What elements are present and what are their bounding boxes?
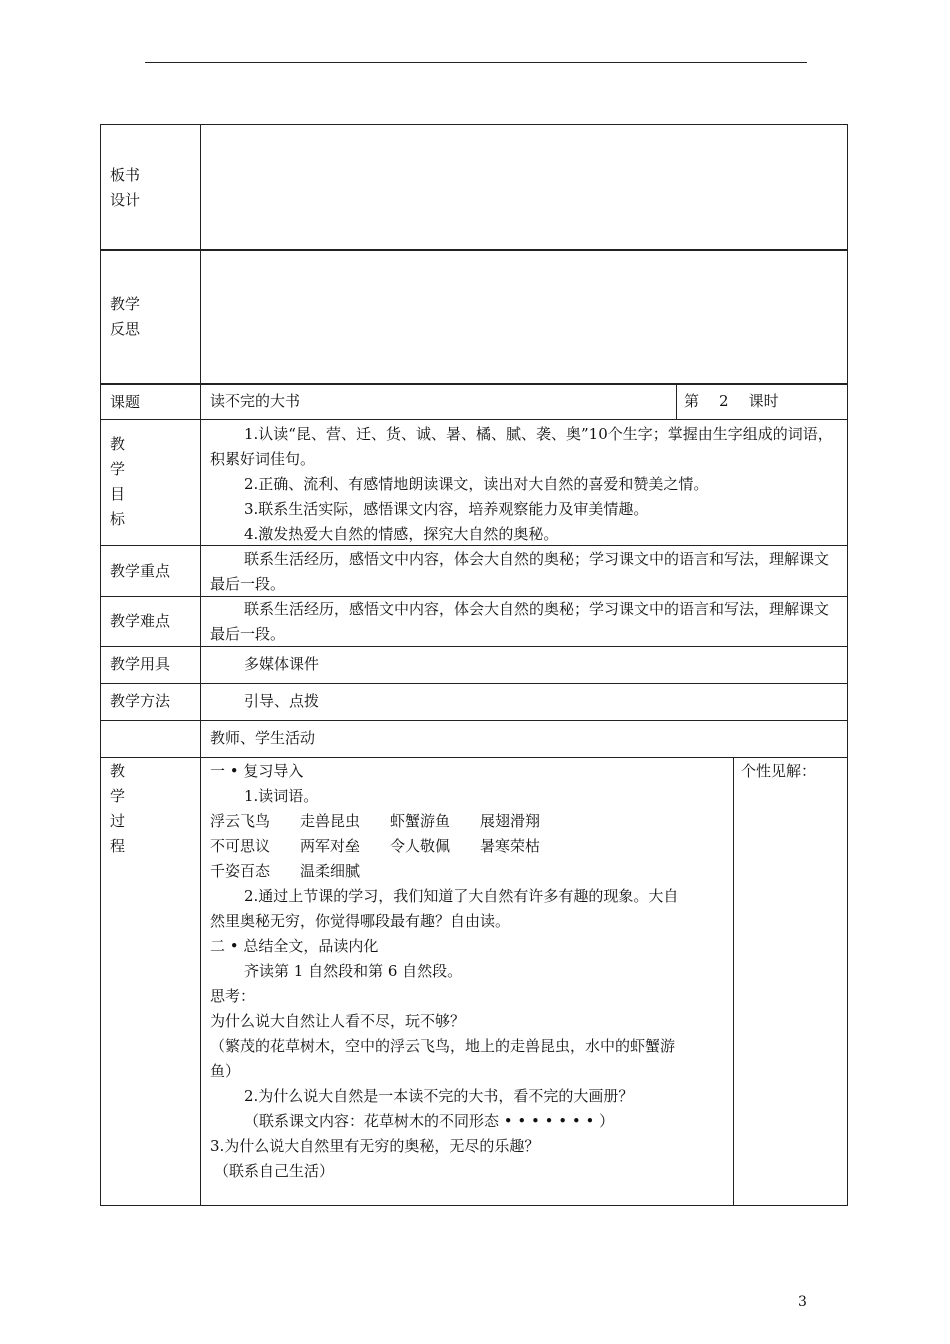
row-divider (100, 720, 848, 721)
topic-title: 读不完的大书 (210, 392, 301, 410)
process-line: 千姿百态 温柔细腻 (210, 862, 361, 880)
process-label-char: 程 (110, 837, 126, 855)
process-content (210, 759, 730, 1184)
label-column-divider (200, 124, 201, 1205)
table-border-right (847, 124, 848, 1205)
tools-text: 多媒体课件 (244, 655, 320, 673)
key-points-text: 联系生活经历，感悟文中内容，体会大自然的奥秘；学习课文中的语言和写法，理解课文最后一段。 (210, 550, 830, 593)
objectives-list (210, 422, 840, 547)
table-border-bottom (100, 1205, 848, 1206)
tools-label: 教学用具 (110, 655, 171, 673)
process-line: 思考： (210, 987, 256, 1005)
process-label-char: 过 (110, 812, 126, 830)
table-border-top (100, 124, 848, 125)
row-divider (100, 249, 848, 251)
topic-label: 课题 (110, 393, 141, 411)
row-divider (100, 757, 848, 758)
board-design-label (110, 163, 140, 213)
process-line: （联系自己生活） (214, 1162, 335, 1180)
process-line: （繁茂的花草树木，空中的浮云飞鸟，地上的走兽昆虫，水中的虾蟹游 (210, 1037, 676, 1055)
notes-column-divider (733, 757, 734, 1205)
process-line: 齐读第 1 自然段和第 6 自然段。 (244, 962, 463, 980)
board-design-label-line: 板书 (110, 166, 141, 184)
difficulties-text: 联系生活经历，感悟文中内容，体会大自然的奥秘；学习课文中的语言和写法，理解课文最后一段。 (210, 600, 830, 643)
objectives-label-char: 目 (110, 485, 126, 503)
lesson-number: 2 (719, 392, 729, 410)
lesson-suffix: 课时 (748, 392, 779, 410)
process-label (110, 759, 125, 859)
row-divider (100, 419, 848, 420)
difficulties-label: 教学难点 (110, 612, 171, 630)
row-divider (100, 683, 848, 684)
process-line: 浮云飞鸟 走兽昆虫 虾蟹游鱼 展翅滑翔 (210, 812, 541, 830)
objectives-label (110, 432, 125, 532)
objective-item: 3.联系生活实际，感悟课文内容，培养观察能力及审美情趣。 (244, 500, 649, 518)
personal-insight-label: 个性见解： (741, 762, 817, 780)
activities-header: 教师、学生活动 (210, 729, 316, 747)
objectives-label-char: 学 (110, 460, 126, 478)
reflection-label (110, 292, 140, 342)
objectives-label-char: 教 (110, 435, 126, 453)
process-line: 鱼） (210, 1062, 241, 1080)
process-line: 3.为什么说大自然里有无穷的奥秘，无尽的乐趣？ (210, 1137, 540, 1155)
process-label-char: 教 (110, 762, 126, 780)
process-line: 2.通过上节课的学习，我们知道了大自然有许多有趣的现象。大自 (244, 887, 679, 905)
board-design-label-line: 设计 (110, 191, 141, 209)
methods-text: 引导、点拨 (244, 692, 320, 710)
process-line: 二 • 总结全文，品读内化 (210, 937, 379, 955)
process-line: 1.读词语。 (244, 787, 319, 805)
page-number: 3 (798, 1294, 807, 1310)
process-line: 不可思议 两军对垒 令人敬佩 暑寒荣枯 (210, 837, 541, 855)
process-label-char: 学 (110, 787, 126, 805)
reflection-label-line: 教学 (110, 295, 141, 313)
key-points-label: 教学重点 (110, 562, 171, 580)
process-line: （联系课文内容：花草树木的不同形态 • • • • • • • ） (244, 1112, 615, 1130)
lesson-prefix: 第 (684, 392, 700, 410)
table-border-left (100, 124, 101, 1205)
reflection-label-line: 反思 (110, 320, 141, 338)
objective-item: 2.正确、流利、有感情地朗读课文，读出对大自然的喜爱和赞美之情。 (244, 475, 709, 493)
objective-item: 1.认读“昆、营、迁、货、诚、暑、橘、腻、袭、奥”10个生字；掌握由生字组成的词语，积累好词佳句。 (210, 425, 833, 468)
process-line: 然里奥秘无穷，你觉得哪段最有趣？自由读。 (210, 912, 511, 930)
objective-item: 4.激发热爱大自然的情感，探究大自然的奥秘。 (244, 525, 559, 543)
process-line: 为什么说大自然让人看不尽，玩不够？ (210, 1012, 466, 1030)
process-line: 2.为什么说大自然是一本读不完的大书，看不完的大画册？ (244, 1087, 634, 1105)
objectives-label-char: 标 (110, 510, 126, 528)
methods-label: 教学方法 (110, 692, 171, 710)
lesson-period (684, 389, 779, 414)
row-divider (100, 383, 848, 385)
header-rule (145, 62, 807, 63)
process-line: 一 • 复习导入 (210, 762, 304, 780)
